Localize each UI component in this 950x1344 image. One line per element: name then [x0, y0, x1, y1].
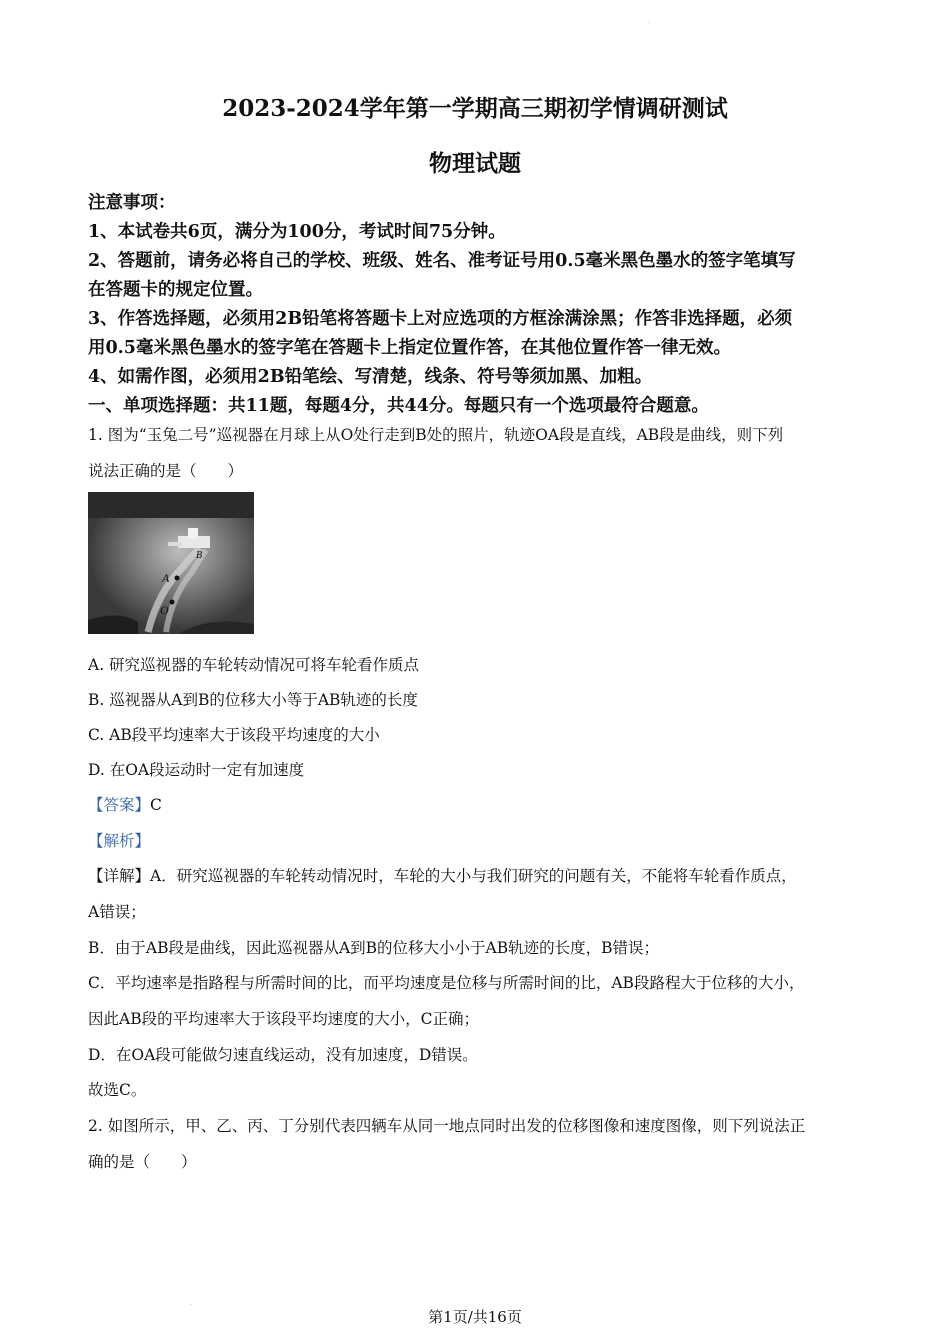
detail-line: [88, 864, 868, 888]
option-b: B. 巡视器从A到B的位移大小等于AB轨迹的长度: [88, 691, 418, 709]
answer-value: C: [150, 796, 162, 814]
scan-speck: ·: [648, 20, 650, 27]
conclusion-line: 故选C。: [88, 1081, 147, 1099]
exam-title: 2023-2024学年第一学期高三期初学情调研测试: [222, 95, 728, 122]
option-a: A. 研究巡视器的车轮转动情况可将车轮看作质点: [88, 656, 420, 674]
detail-line: 因此AB段的平均速率大于该段平均速度的大小，C正确；: [88, 1010, 479, 1028]
detail-tag: 【详解】: [88, 867, 151, 885]
question-1-stem-cont: 说法正确的是（ ）: [88, 462, 244, 480]
photo-label-a: A: [162, 571, 170, 585]
notice-heading: 注意事项：: [88, 193, 176, 213]
photo-label-b: B: [196, 550, 203, 561]
option-c: C. AB段平均速率大于该段平均速度的大小: [88, 726, 380, 744]
detail-text: A．研究巡视器的车轮转动情况时，车轮的大小与我们研究的问题有关，不能将车轮看作质点，: [150, 867, 797, 885]
photo-label-o: O: [160, 603, 169, 617]
notice-line: 1、本试卷共6页，满分为100分，考试时间75分钟。: [88, 222, 506, 242]
section-heading: 一、单项选择题：共11题，每题4分，共44分。每题只有一个选项最符合题意。: [88, 396, 709, 416]
question-1-stem: 1. 图为“玉兔二号”巡视器在月球上从O处行走到B处的照片，轨迹OA段是直线，AB段是曲线，则下列: [88, 426, 784, 444]
rover-track-photo: [88, 492, 254, 634]
scan-speck: ·: [190, 1302, 192, 1309]
notice-line: 4、如需作图，必须用2B铅笔绘、写清楚，线条、符号等须加黑、加粗。: [88, 367, 653, 387]
option-d: D. 在OA段运动时一定有加速度: [88, 761, 305, 779]
page-footer: 第1页/共16页: [428, 1308, 522, 1326]
notice-line: 在答题卡的规定位置。: [88, 280, 263, 300]
question-2-stem-cont: 确的是（ ）: [88, 1153, 197, 1171]
detail-line: A错误；: [88, 903, 146, 921]
detail-line: C．平均速率是指路程与所需时间的比，而平均速度是位移与所需时间的比，AB段路程大于位移的大小，: [88, 974, 805, 992]
notice-line: 3、作答选择题，必须用2B铅笔将答题卡上对应选项的方框涂满涂黑；作答非选择题，必须: [88, 309, 793, 329]
notice-line: 用0.5毫米黑色墨水的签字笔在答题卡上指定位置作答，在其他位置作答一律无效。: [88, 338, 731, 358]
analysis-tag: 【解析】: [88, 832, 151, 850]
question-2-stem: 2. 如图所示，甲、乙、丙、丁分别代表四辆车从同一地点同时出发的位移图像和速度图像，则下列说法正: [88, 1117, 806, 1135]
answer-tag: 【答案】: [88, 796, 151, 814]
exam-subtitle: 物理试题: [429, 150, 521, 177]
notice-line: 2、答题前，请务必将自己的学校、班级、姓名、准考证号用0.5毫米黑色墨水的签字笔填写: [88, 251, 796, 271]
detail-line: D．在OA段可能做匀速直线运动，没有加速度，D错误。: [88, 1046, 478, 1064]
answer-line: [88, 793, 868, 817]
detail-line: B．由于AB段是曲线，因此巡视器从A到B的位移大小小于AB轨迹的长度，B错误；: [88, 939, 660, 957]
